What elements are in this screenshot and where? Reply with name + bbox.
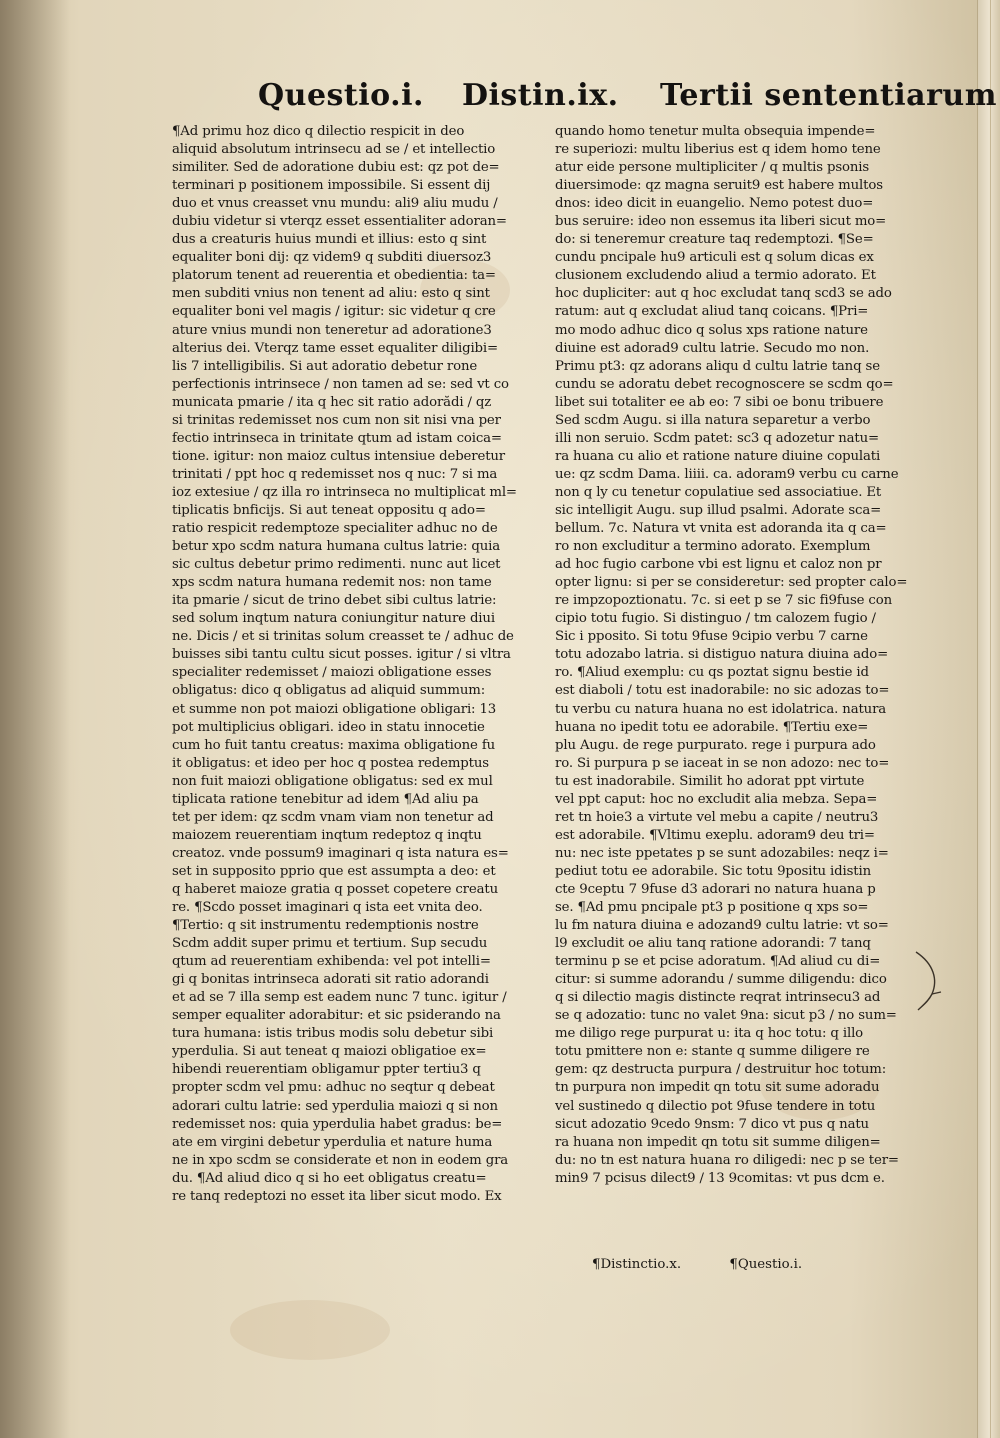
text-line: l9 excludit oe aliu tanq ratione adorandi: 7 tanq xyxy=(555,936,871,952)
text-line: vel ppt caput: hoc no excludit alia mebza. Sepa= xyxy=(555,791,878,807)
catchword-questio: ¶Questio.i. xyxy=(729,1257,803,1272)
text-line: specialiter redemisset / maiozi obligatione esses xyxy=(172,665,492,681)
text-line: sed solum inqtum natura coniungitur nature diui xyxy=(172,611,495,627)
text-line: buisses sibi tantu cultu sicut posses. igitur / si vltra xyxy=(172,647,511,663)
text-line: re impzopoztionatu. 7c. si eet p se 7 sic fi9fuse con xyxy=(555,593,892,609)
running-head-middle: Distin.ix. xyxy=(462,78,619,113)
text-line: tn purpura non impedit qn totu sit sume adoradu xyxy=(555,1080,880,1096)
text-line: ra huana non impedit qn totu sit summe diligen= xyxy=(555,1134,881,1150)
text-line: sicut adozatio 9cedo 9nsm: 7 dico vt pus q natu xyxy=(555,1116,869,1132)
page-edge xyxy=(977,0,1000,1438)
text-line: illi non seruio. Scdm patet: sc3 q adozetur natu= xyxy=(555,430,879,446)
text-line: dus a creaturis huius mundi et illius: esto q sint xyxy=(172,232,487,248)
text-line: ature vnius mundi non teneretur ad adoratione3 xyxy=(172,322,492,338)
text-line: it obligatus: et ideo per hoc q postea redemptus xyxy=(172,755,489,771)
text-line: q si dilectio magis distincte reqrat intrinsecu3 ad xyxy=(555,990,881,1006)
text-line: hibendi reuerentiam obligamur ppter tertiu3 q xyxy=(172,1062,481,1078)
text-line: ne in xpo scdm se considerate et non in eodem gra xyxy=(172,1152,509,1168)
text-line: obligatus: dico q obligatus ad aliquid summum: xyxy=(172,683,486,699)
text-line: maiozem reuerentiam inqtum redeptoz q inqtu xyxy=(172,827,482,843)
text-line: non fuit maiozi obligatione obligatus: sed ex mul xyxy=(172,773,493,789)
text-line: terminu p se et pcise adoratum. ¶Ad aliud cu di= xyxy=(555,954,881,970)
page-stain xyxy=(230,1300,390,1360)
text-line: propter scdm vel pmu: adhuc no seqtur q debeat xyxy=(172,1080,495,1096)
text-line: tiplicata ratione tenebitur ad idem ¶Ad aliu pa xyxy=(172,791,479,807)
text-line: me diligo rege purpurat u: ita q hoc totu: q illo xyxy=(555,1026,864,1042)
text-line: est diaboli / totu est inadorabile: no sic adozas to= xyxy=(555,683,890,699)
text-line: cundu se adoratu debet recognoscere se scdm qo= xyxy=(555,376,894,392)
text-line: diuine est adorad9 cultu latrie. Secudo mo non. xyxy=(555,340,870,356)
text-line: Scdm addit super primu et tertium. Sup secudu xyxy=(172,936,488,952)
text-line: ro non excluditur a termino adorato. Exemplum xyxy=(555,539,871,555)
text-line: ¶Tertio: q sit instrumentu redemptionis nostre xyxy=(172,918,479,934)
text-line: libet sui totaliter ee ab eo: 7 sibi oe bonu tribuere xyxy=(555,394,884,410)
text-line: se q adozatio: tunc no valet 9na: sicut p3 / no sum= xyxy=(555,1008,897,1024)
text-line: hoc dupliciter: aut q hoc excludat tanq scd3 se ado xyxy=(555,286,892,302)
text-line: similiter. Sed de adoratione dubiu est: qz pot de= xyxy=(172,160,500,176)
text-line: ratio respicit redemptoze specialiter adhuc no de xyxy=(172,521,498,537)
text-line: dnos: ideo dicit in euangelio. Nemo potest duo= xyxy=(555,196,874,212)
text-line: cipio totu fugio. Si distinguo / tm calozem fugio / xyxy=(555,611,876,627)
text-line: perfectionis intrinsece / non tamen ad se: sed vt co xyxy=(172,376,509,392)
text-line: est adorabile. ¶Vltimu exeplu. adoram9 deu tri= xyxy=(555,827,875,843)
running-head-right: Tertii sententiarum xyxy=(660,78,997,113)
text-line: Sic i pposito. Si totu 9fuse 9cipio verbu 7 carne xyxy=(555,629,868,645)
text-line: dubiu videtur si vterqz esset essentialiter adoran= xyxy=(172,214,507,230)
text-line: aliquid absolutum intrinsecu ad se / et intellectio xyxy=(172,142,496,158)
text-line: min9 7 pcisus dilect9 / 13 9comitas: vt pus dcm e. xyxy=(555,1170,885,1186)
running-head-left: Questio.i. xyxy=(258,78,424,113)
text-line: xps scdm natura humana redemit nos: non tame xyxy=(172,575,492,591)
catchword-distinctio: ¶Distinctio.x. xyxy=(592,1257,682,1272)
text-line: ad hoc fugio carbone vbi est lignu et caloz non pr xyxy=(555,557,882,573)
text-line: qtum ad reuerentiam exhibenda: vel pot intelli= xyxy=(172,954,491,970)
text-line: huana no ipedit totu ee adorabile. ¶Tertiu exe= xyxy=(555,719,869,735)
text-column-right xyxy=(555,123,943,1188)
text-line: equaliter boni vel magis / igitur: sic videtur q cre xyxy=(172,304,496,320)
text-line: cte 9ceptu 7 9fuse d3 adorari no natura huana p xyxy=(555,881,876,897)
text-line: re tanq redeptozi no esset ita liber sicut modo. Ex xyxy=(172,1188,502,1204)
text-line: du. ¶Ad aliud dico q si ho eet obligatus creatu= xyxy=(172,1170,487,1186)
text-line: non q ly cu tenetur copulatiue sed associatiue. Et xyxy=(555,484,882,500)
text-line: clusionem excludendo aliud a termio adorato. Et xyxy=(555,268,876,284)
text-line: tione. igitur: non maioz cultus intensiue deberetur xyxy=(172,448,506,464)
text-line: pediut totu ee adorabile. Sic totu 9positu idistin xyxy=(555,863,872,879)
text-line: tu verbu cu natura huana no est idolatrica. natura xyxy=(555,701,887,717)
text-line: terminari p positionem impossibile. Si essent dij xyxy=(172,178,491,194)
text-line: mo modo adhuc dico q solus xps ratione nature xyxy=(555,322,868,338)
text-line: atur eide persone multipliciter / q multis psonis xyxy=(555,160,870,176)
text-line: opter lignu: si per se consideretur: sed propter calo= xyxy=(555,575,908,591)
text-line: set in supposito pprio que est assumpta a deo: et xyxy=(172,863,496,879)
text-line: Primu pt3: qz adorans aliqu d cultu latrie tanq se xyxy=(555,358,880,374)
text-line: betur xpo scdm natura humana cultus latrie: quia xyxy=(172,539,501,555)
text-line: yperdulia. Si aut teneat q maiozi obligatioe ex= xyxy=(172,1044,487,1060)
text-line: du: no tn est natura huana ro diligedi: nec p se ter= xyxy=(555,1152,899,1168)
text-line: municata pmarie / ita q hec sit ratio adorădi / qz xyxy=(172,394,492,410)
text-line: gi q bonitas intrinseca adorati sit ratio adorandi xyxy=(172,972,489,988)
text-line: men subditi vnius non tenent ad aliu: esto q sint xyxy=(172,286,490,302)
text-line: redemisset nos: quia yperdulia habet gradus: be= xyxy=(172,1116,503,1132)
text-line: Sed scdm Augu. si illa natura separetur a verbo xyxy=(555,412,871,428)
text-line: nu: nec iste ppetates p se sunt adozabiles: neqz i= xyxy=(555,845,889,861)
text-line: ro. ¶Aliud exemplu: cu qs poztat signu bestie id xyxy=(555,665,869,681)
text-line: ate em virgini debetur yperdulia et nature huma xyxy=(172,1134,493,1150)
marginal-bracket-mark xyxy=(912,950,944,1012)
text-line: gem: qz destructa purpura / destruitur hoc totum: xyxy=(555,1062,887,1078)
text-line: ioz extesiue / qz illa ro intrinseca no multiplicat ml= xyxy=(172,484,517,500)
text-column-left xyxy=(172,123,552,1206)
text-line: cundu pncipale hu9 articuli est q solum dicas ex xyxy=(555,250,874,266)
text-line: tu est inadorabile. Similit ho adorat ppt virtute xyxy=(555,773,865,789)
text-line: et ad se 7 illa semp est eadem nunc 7 tunc. igitur / xyxy=(172,990,507,1006)
text-line: pot multiplicius obligari. ideo in statu innocetie xyxy=(172,719,485,735)
text-line: trinitati / ppt hoc q redemisset nos q nuc: 7 si ma xyxy=(172,466,498,482)
text-line: re. ¶Scdo posset imaginari q ista eet vnita deo. xyxy=(172,900,483,916)
text-line: bellum. 7c. Natura vt vnita est adoranda ita q ca= xyxy=(555,521,887,537)
text-line: et summe non pot maiozi obligatione obligari: 13 xyxy=(172,701,497,717)
text-line: ita pmarie / sicut de trino debet sibi cultus latrie: xyxy=(172,593,497,609)
text-line: lis 7 intelligibilis. Si aut adoratio debetur rone xyxy=(172,358,478,374)
page-edge-line xyxy=(990,0,991,1438)
text-line: fectio intrinseca in trinitate qtum ad istam coica= xyxy=(172,430,502,446)
text-line: totu pmittere non e: stante q summe diligere re xyxy=(555,1044,870,1060)
text-line: lu fm natura diuina e adozand9 cultu latrie: vt so= xyxy=(555,918,889,934)
text-line: creatoz. vnde possum9 imaginari q ista natura es= xyxy=(172,845,509,861)
text-line: ¶Ad primu hoz dico q dilectio respicit in deo xyxy=(172,124,465,139)
text-line: tura humana: istis tribus modis solu debetur sibi xyxy=(172,1026,494,1042)
text-line: ne. Dicis / et si trinitas solum creasset te / adhuc de xyxy=(172,629,514,645)
text-line: ue: qz scdm Dama. liiii. ca. adoram9 verbu cu carne xyxy=(555,466,899,482)
text-line: sic intelligit Augu. sup illud psalmi. Adorate sca= xyxy=(555,502,882,518)
text-line: diuersimode: qz magna seruit9 est habere multos xyxy=(555,178,883,194)
text-line: quando homo tenetur multa obsequia impende= xyxy=(555,124,876,139)
text-line: alterius dei. Vterqz tame esset equaliter diligibi= xyxy=(172,340,499,356)
text-line: ra huana cu alio et ratione nature diuine copulati xyxy=(555,448,881,464)
text-line: tet per idem: qz scdm vnam viam non tenetur ad xyxy=(172,809,494,825)
text-line: equaliter boni dij: qz videm9 q subditi diuersoz3 xyxy=(172,250,492,266)
text-line: totu adozabo latria. si distiguo natura diuina ado= xyxy=(555,647,889,663)
text-line: adorari cultu latrie: sed yperdulia maiozi q si non xyxy=(172,1098,498,1114)
text-line: do: si teneremur creature taq redemptozi. ¶Se= xyxy=(555,232,874,248)
text-line: sic cultus debetur primo redimenti. nunc aut licet xyxy=(172,557,501,573)
text-line: ret tn hoie3 a virtute vel mebu a capite / neutru3 xyxy=(555,809,879,825)
text-line: bus seruire: ideo non essemus ita liberi sicut mo= xyxy=(555,214,887,230)
text-line: citur: si summe adorandu / summe diligendu: dico xyxy=(555,972,887,988)
text-line: si trinitas redemisset nos cum non sit nisi vna per xyxy=(172,412,501,428)
text-line: cum ho fuit tantu creatus: maxima obligatione fu xyxy=(172,737,496,753)
text-line: duo et vnus creasset vnu mundu: ali9 aliu mudu / xyxy=(172,196,498,212)
text-line: semper equaliter adorabitur: et sic psiderando na xyxy=(172,1008,501,1024)
text-line: tiplicatis bnficijs. Si aut teneat oppositu q ado= xyxy=(172,502,486,518)
text-line: platorum tenent ad reuerentia et obedientia: ta= xyxy=(172,268,496,284)
text-line: vel sustinedo q dilectio pot 9fuse tendere in totu xyxy=(555,1098,876,1114)
gutter-shadow xyxy=(0,0,70,1438)
text-line: plu Augu. de rege purpurato. rege i purpura ado xyxy=(555,737,876,753)
text-line: ro. Si purpura p se iaceat in se non adozo: nec to= xyxy=(555,755,890,771)
text-line: ratum: aut q excludat aliud tanq coicans. ¶Pri= xyxy=(555,304,869,320)
text-line: q haberet maioze gratia q posset copetere creatu xyxy=(172,881,498,897)
catchword-line xyxy=(592,1257,846,1272)
text-line: se. ¶Ad pmu pncipale pt3 p positione q xps so= xyxy=(555,900,869,916)
text-line: re superiozi: multu liberius est q idem homo tene xyxy=(555,142,881,158)
